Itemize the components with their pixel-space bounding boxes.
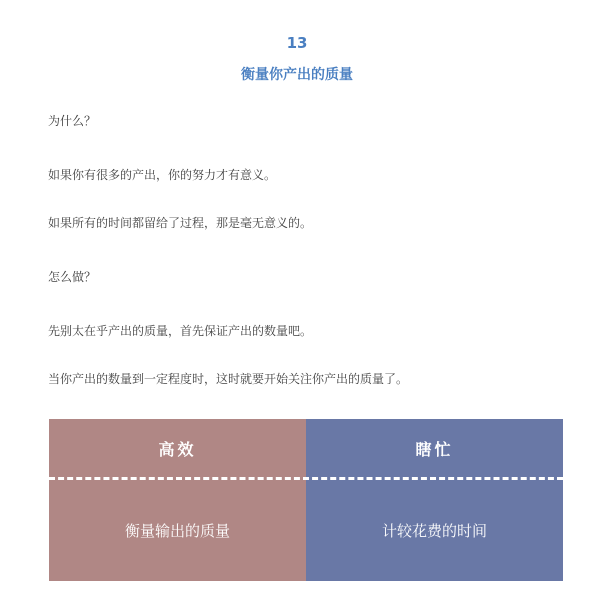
comparison-column-efficient [49, 419, 306, 581]
column-header-efficient: 高效 [158, 439, 197, 459]
paragraph-output-meaning: 如果你有很多的产出，你的努力才有意义。 [48, 168, 277, 182]
comparison-column-busy [306, 419, 563, 581]
section-number: 13 [286, 34, 308, 52]
dashed-divider [49, 477, 563, 480]
comparison-table [49, 419, 563, 581]
column-header-busy: 瞎忙 [415, 439, 454, 459]
paragraph-quantity-first: 先别太在乎产出的质量，首先保证产出的数量吧。 [48, 324, 313, 338]
column-body-efficient: 衡量输出的质量 [124, 521, 230, 540]
paragraph-why: 为什么？ [48, 114, 97, 128]
paragraph-process-meaningless: 如果所有的时间都留给了过程，那是毫无意义的。 [48, 216, 313, 230]
paragraph-how: 怎么做？ [48, 270, 97, 284]
paragraph-quality-later: 当你产出的数量到一定程度时，这时就要开始关注你产出的质量了。 [48, 372, 409, 386]
section-title: 衡量你产出的质量 [241, 67, 353, 83]
column-body-busy: 计较花费的时间 [381, 521, 487, 540]
